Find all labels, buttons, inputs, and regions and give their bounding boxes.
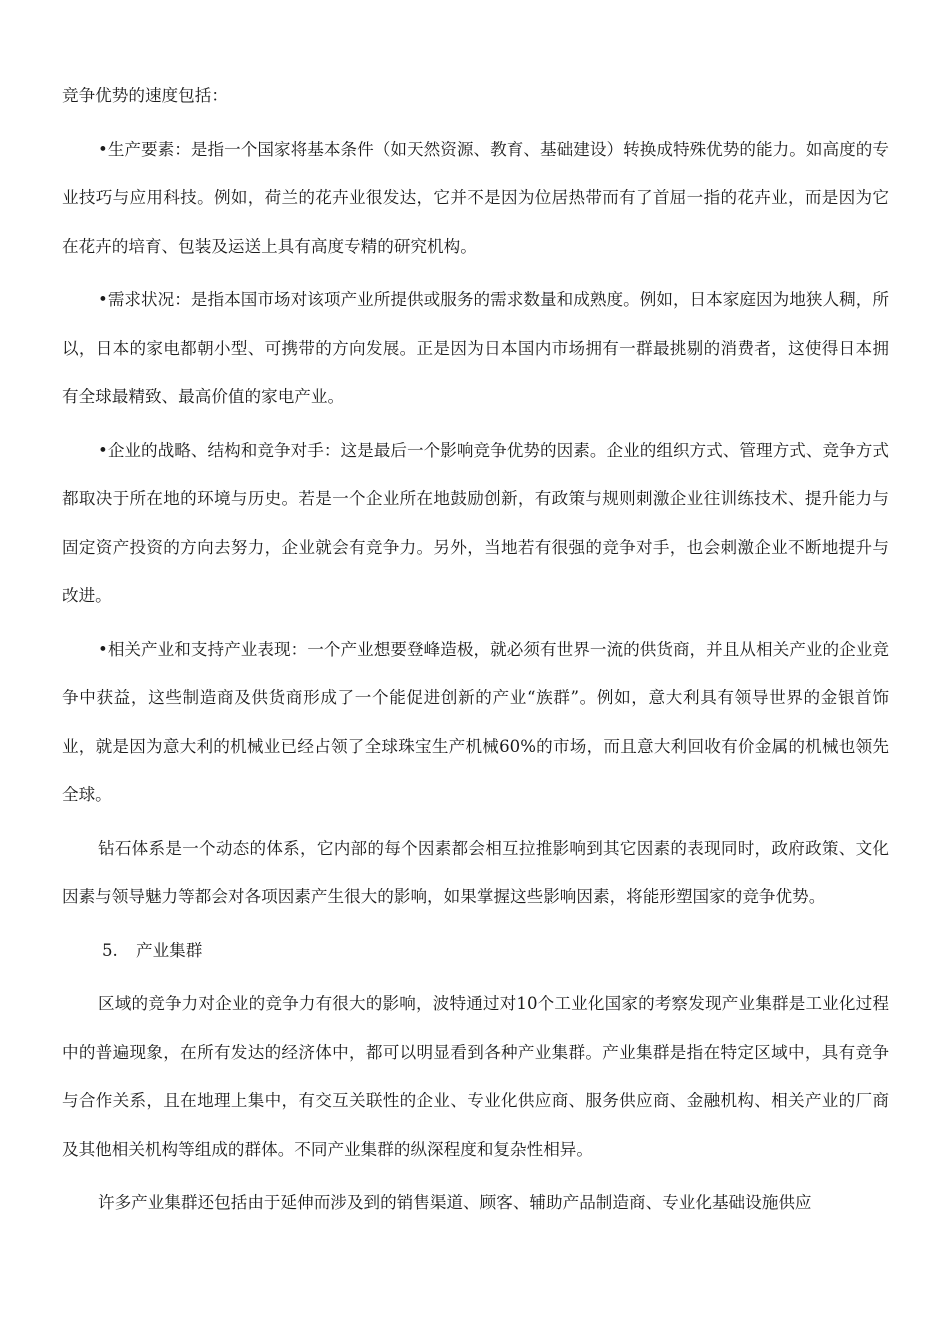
paragraph-production-factors: •生产要素：是指一个国家将基本条件（如天然资源、教育、基础建设）转换成特殊优势的能力。如高度的专业技巧与应用科技。例如，荷兰的花卉业很发达，它并不是因为位居热带而有了首屈一指的花卉业，而是因为它在花卉的培育、包装及运送上具有高度专精的研究机构。 <box>62 139 889 256</box>
paragraph-firm-strategy: •企业的战略、结构和竞争对手：这是最后一个影响竞争优势的因素。企业的组织方式、管理方式、竞争方式都取决于所在地的环境与历史。若是一个企业所在地鼓励创新，有政策与规则刺激企业往训练技术、提升能力与固定资产投资的方向去努力，企业就会有竞争力。另外，当地若有很强的竞争对手，也会刺激企业不断地提升与改进。 <box>62 440 889 605</box>
section-title: 产业集群 <box>136 940 203 960</box>
paragraph-demand-conditions: •需求状况：是指本国市场对该项产业所提供或服务的需求数量和成熟度。例如，日本家庭因为地狭人稠，所以，日本的家电都朝小型、可携带的方向发展。正是因为日本国内市场拥有一群最挑剔的消费者，这使得日本拥有全球最精致、最高价值的家电产业。 <box>62 290 889 406</box>
paragraph-diamond-system: 钻石体系是一个动态的体系，它内部的每个因素都会相互拉推影响到其它因素的表现同时，政府政策、文化因素与领导魅力等都会对各项因素产生很大的影响，如果掌握这些影响因素，将能形塑国家的竞争优势。 <box>62 838 889 906</box>
paragraph-related-industries: •相关产业和支持产业表现：一个产业想要登峰造极，就必须有世界一流的供货商，并且从相关产业的企业竞争中获益，这些制造商及供货商形成了一个能促进创新的产业“族群”。例如，意大利具有领导世界的金银首饰业，就是因为意大利的机械业已经占领了全球珠宝生产机械60%的市场，而且意大利回收有价金属的机械也领先全球。 <box>62 639 889 804</box>
document-page <box>62 72 889 1233</box>
section-heading <box>62 927 889 976</box>
paragraph-cluster-extension: 许多产业集群还包括由于延伸而涉及到的销售渠道、顾客、辅助产品制造商、专业化基础设施供应 <box>98 1193 812 1212</box>
paragraph-intro: 竞争优势的速度包括： <box>62 86 228 105</box>
paragraph-regional-competitiveness: 区域的竞争力对企业的竞争力有很大的影响，波特通过对10个工业化国家的考察发现产业集群是工业化过程中的普遍现象，在所有发达的经济体中，都可以明显看到各种产业集群。产业集群是指在特定区域中，具有竞争与合作关系，且在地理上集中，有交互关联性的企业、专业化供应商、服务供应商、金融机构、相关产业的厂商及其他相关机构等组成的群体。不同产业集群的纵深程度和复杂性相异。 <box>62 994 889 1159</box>
section-number: 5. <box>102 940 118 960</box>
